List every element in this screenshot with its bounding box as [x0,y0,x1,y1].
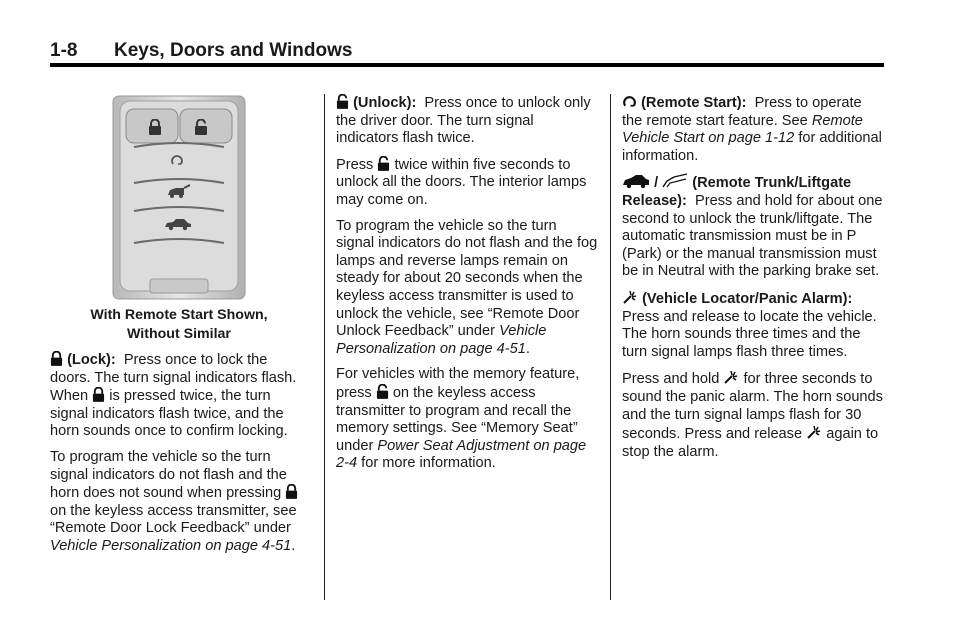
body-text: For vehicles with the memory feature, press [336,366,580,401]
lock-program-paragraph [50,449,308,556]
lock-icon [285,484,298,499]
unlock-twice-paragraph [336,156,598,210]
unlock-icon [194,119,208,135]
body-text: again to stop the alarm. [622,426,879,460]
column-divider [610,94,611,600]
trunk-label: (Remote Trunk/Liftgate Release): [622,175,852,209]
slash: / [654,175,659,192]
lock-icon [148,119,162,135]
remote-start-icon [170,153,184,167]
body-text: Press and hold [622,371,720,388]
panic-hold-paragraph [622,369,884,461]
cross-reference: Vehicle Personalization on page 4-51 [50,537,292,554]
body-text: Press once to lock the doors. The turn signal indicators flash. When [50,352,297,405]
body-text: on the keyless access transmitter, see “Remote Door Lock Feedback” under [50,502,297,537]
cross-reference: Remote Vehicle Start on page 1-12 [622,112,863,147]
unlock-paragraph [336,94,598,148]
body-text: . [525,340,530,357]
column-3 [622,94,884,469]
column-divider [324,94,325,600]
body-text: is pressed twice, the turn signal indicators flash twice, and the horn sounds once to confirm locking. [50,388,288,440]
liftgate-icon [662,173,688,189]
lock-icon [92,387,105,402]
column-1 [50,94,308,564]
lock-paragraph [50,351,308,441]
unlock-icon [336,94,349,109]
caption-line: Without Similar [127,326,231,342]
body-text: for additional information. [622,130,882,164]
panic-horn-icon [806,424,822,440]
key-fob-illustration [112,95,246,300]
trunk-icon [622,173,650,189]
panic-label: (Vehicle Locator/Panic Alarm): [642,290,853,307]
body-text: To program the vehicle so the turn signal indicators do not flash and the fog lamps and reverse lamps remain on steady for about 20 seconds when the keyless access transmitter is used to unlock the vehicle, see “Remote Door Unlock Feedback” under [336,217,598,340]
panic-paragraph [622,289,884,361]
trunk-icon [166,183,192,199]
lock-label: (Lock): [67,352,116,368]
car-icon [164,217,192,231]
unlock-icon [377,156,390,171]
body-text: Press and hold for about one second to unlock the trunk/liftgate. The automatic transmission must be in P (Park) or the manual transmission must be in Neutral with the parking brake set. [622,192,883,280]
unlock-icon [376,384,389,399]
unlock-label: (Unlock): [353,95,417,111]
body-text: Press to operate the remote start feature. See [622,95,862,129]
column-2 [336,94,598,481]
body-text: Press once to unlock only the driver door. The turn signal indicators flash twice. [336,95,591,147]
body-text: on the keyless access transmitter to program and recall the memory settings. See “Memory Seat” under [336,384,578,454]
trunk-paragraph [622,173,884,281]
body-text: To program the vehicle so the turn signal indicators do not flash and the horn does not sound when pressing [50,448,287,502]
body-text: for three seconds to sound the panic alarm. The horn sounds and the turn signal lamps flash for 30 seconds. Press and release [622,371,883,443]
header-rule [50,63,884,67]
cross-reference: Vehicle Personalization on page 4-51 [336,323,547,357]
memory-paragraph [336,366,598,473]
body-text: . [291,537,296,554]
remote-start-label: (Remote Start): [641,95,747,111]
remote-start-paragraph [622,94,884,165]
panic-horn-icon [723,369,739,385]
page-number: 1-8 [50,40,78,61]
remote-start-icon [622,94,637,109]
panic-horn-icon [622,289,638,305]
lock-icon [50,351,63,366]
section-title: Keys, Doors and Windows [114,40,353,61]
body-text: Press and release to locate the vehicle. The horn sounds three times and the turn signal lamps flash three times. [622,308,877,360]
figure-caption [50,306,308,344]
unlock-program-paragraph [336,218,598,359]
cross-reference: Power Seat Adjustment on page 2-4 [336,437,587,472]
body-text: for more information. [361,455,496,472]
body-text: twice within five seconds to unlock all the doors. The interior lamps may come on. [336,156,587,208]
page-header [50,38,884,68]
body-text: Press [336,156,374,173]
caption-line: With Remote Start Shown, [90,307,268,323]
